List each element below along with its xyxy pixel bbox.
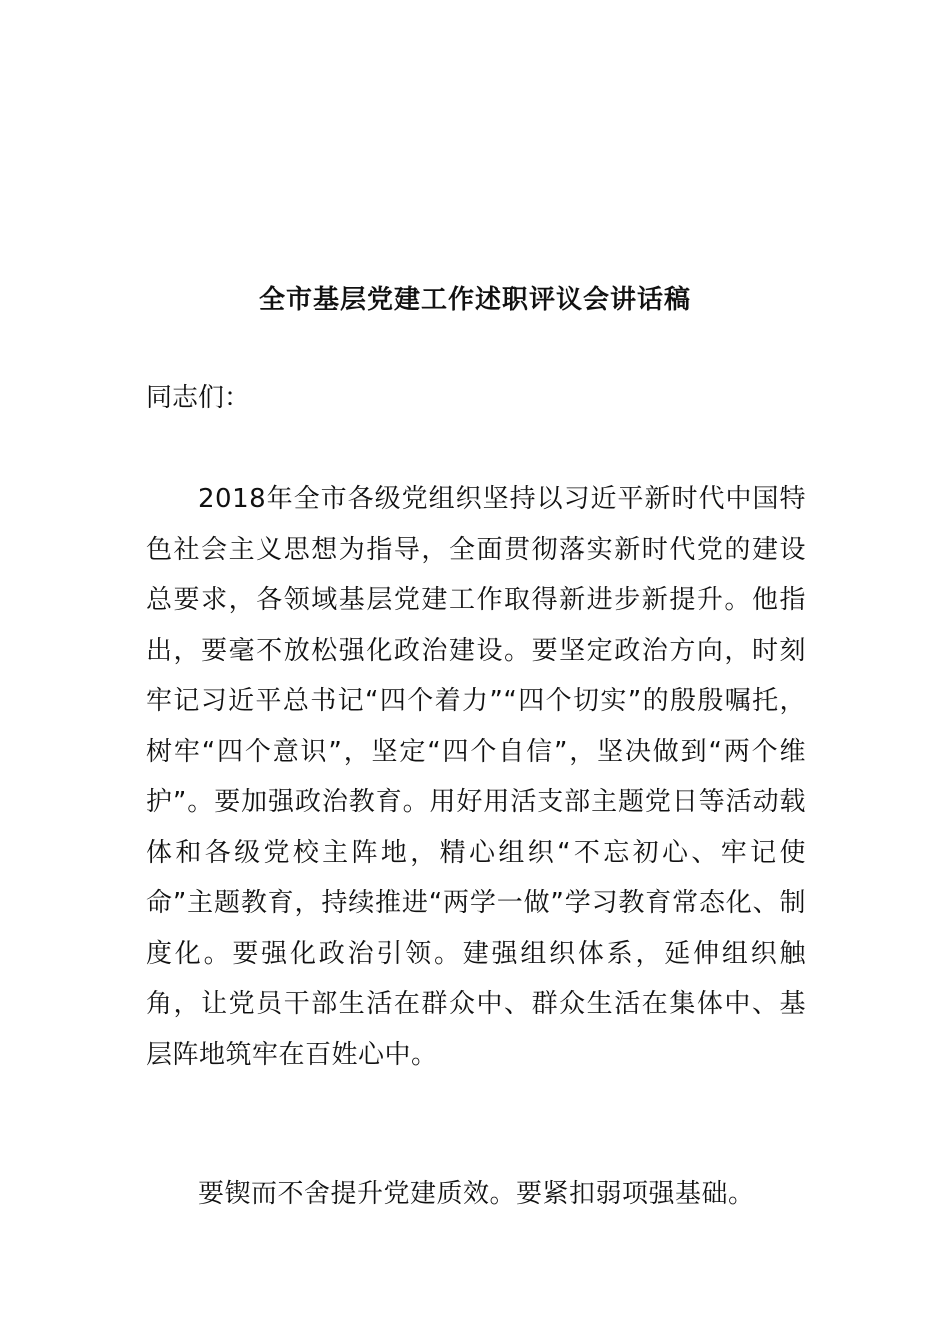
body-paragraph-1: 2018年全市各级党组织坚持以习近平新时代中国特色社会主义思想为指导，全面贯彻落实新时代党的建设总要求，各领域基层党建工作取得新进步新提升。他指出，要毫不放松强化政治建设。要坚定政治方向，时刻牢记习近平总书记“四个着力”“四个切实”的殷殷嘱托，树牢“四个意识”，坚定“四个自信”，坚决做到“两个维护”。要加强政治教育。用好用活支部主题党日等活动载体和各级党校主阵地，精心组织“不忘初心、牢记使命”主题教育，持续推进“两学一做”学习教育常态化、制度化。要强化政治引领。建强组织体系，延伸组织触角，让党员干部生活在群众中、群众生活在集体中、基层阵地筑牢在百姓心中。 (146, 484, 806, 1070)
body-paragraph-2: 要锲而不舍提升党建质效。要紧扣弱项强基础。 (198, 1179, 755, 1209)
document-title: 全市基层党建工作述职评议会讲话稿 (258, 285, 691, 315)
salutation: 同志们： (146, 383, 251, 413)
